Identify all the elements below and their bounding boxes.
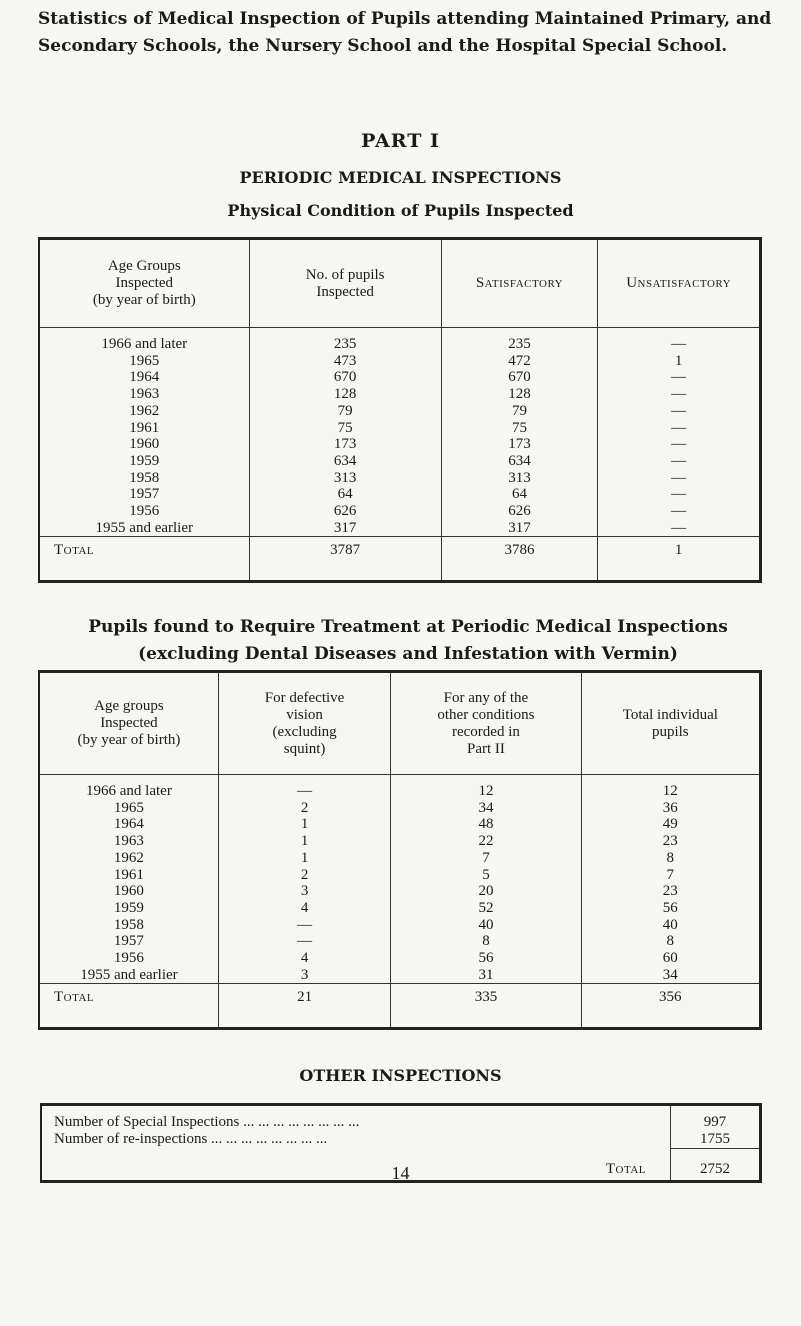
- table-cell: 1965: [113, 799, 144, 816]
- table-cell: 1962: [129, 402, 160, 419]
- table-row: [39, 436, 761, 453]
- table-row: [39, 520, 761, 537]
- table-cell: 1965: [129, 352, 160, 369]
- table-cell: 670: [441, 369, 598, 386]
- table-cell: —: [598, 328, 761, 353]
- page-number: 14: [391, 1163, 410, 1183]
- table-row: [39, 933, 761, 950]
- header-age-groups: Age Groups Inspected (by year of birth): [39, 239, 249, 328]
- table-cell: 317: [441, 520, 598, 537]
- table-row: [39, 470, 761, 487]
- table-cell: 1961: [113, 866, 144, 883]
- table-cell: 317: [249, 520, 441, 537]
- other-total-value: 2752: [671, 1149, 761, 1182]
- table-row: [39, 800, 761, 817]
- table-row: [41, 1131, 761, 1149]
- re-inspections-value: 1755: [671, 1131, 761, 1149]
- table-cell: 1963: [113, 833, 144, 850]
- table-cell: 1959: [129, 452, 160, 469]
- table-row: [39, 900, 761, 917]
- table-cell: —: [598, 403, 761, 420]
- subsection-heading: Physical Condition of Pupils Inspected: [227, 201, 574, 220]
- table-cell: 8: [581, 933, 760, 950]
- part-heading: PART I: [361, 130, 440, 152]
- table-row: [39, 816, 761, 833]
- table-cell: 7: [581, 867, 760, 884]
- table-row: [39, 453, 761, 470]
- table-cell: 472: [441, 353, 598, 370]
- table-cell: 36: [581, 800, 760, 817]
- table-cell: 12: [581, 775, 760, 800]
- table-cell: 31: [391, 967, 581, 984]
- table-cell: 1955 and earlier: [80, 966, 178, 983]
- table-cell: 1960: [129, 436, 160, 453]
- header-other-conditions: For any of the other conditions recorded in Part II: [391, 672, 581, 775]
- table-row: [39, 386, 761, 403]
- document-title: Statistics of Medical Inspection of Pupils attending Maintained Primary, and Secondary Schools, the Nursery School and the Hospital Special School.: [38, 9, 772, 56]
- table-cell: 1966 and later: [101, 336, 188, 352]
- table-row: [41, 1105, 761, 1132]
- table-cell: 1956: [113, 950, 144, 967]
- header-satisfactory: Satisfactory: [441, 239, 598, 328]
- table-cell: 1966 and later: [86, 783, 172, 799]
- total-cell: 3786: [441, 537, 598, 582]
- total-row: [39, 537, 761, 582]
- table-row: [39, 420, 761, 437]
- header-unsatisfactory: Unsatisfactory: [598, 239, 761, 328]
- table-cell: 1956: [129, 503, 160, 520]
- table-cell: 1: [218, 833, 390, 850]
- table-cell: 1: [218, 816, 390, 833]
- total-cell: 3787: [249, 537, 441, 582]
- table-cell: 75: [249, 420, 441, 437]
- table-cell: 1: [598, 353, 761, 370]
- total-cell: 356: [581, 984, 760, 1029]
- table-cell: 1961: [129, 419, 160, 436]
- table-cell: 3: [218, 967, 390, 984]
- table-cell: —: [598, 520, 761, 537]
- table-cell: —: [598, 503, 761, 520]
- treatment-table: [38, 670, 762, 1030]
- table-cell: 235: [441, 328, 598, 353]
- table-cell: 7: [391, 850, 581, 867]
- table-row: [39, 503, 761, 520]
- special-inspections-value: 997: [671, 1105, 761, 1132]
- table-row: [39, 775, 761, 800]
- table-row: [39, 967, 761, 984]
- total-cell: 335: [391, 984, 581, 1029]
- table-cell: —: [218, 775, 390, 800]
- re-inspections-label: Number of re-inspections ... ... ... ... ... ... ... ...: [54, 1131, 328, 1148]
- table-cell: —: [598, 369, 761, 386]
- table-cell: 1964: [113, 816, 144, 833]
- total-row: [39, 984, 761, 1029]
- table-cell: —: [598, 386, 761, 403]
- table-cell: 1959: [113, 899, 144, 916]
- table-cell: 22: [391, 833, 581, 850]
- table-cell: 2: [218, 867, 390, 884]
- other-total-label: Total: [605, 1160, 646, 1177]
- table-cell: 235: [249, 328, 441, 353]
- table-cell: 23: [581, 883, 760, 900]
- table-cell: 40: [581, 917, 760, 934]
- table-cell: 8: [391, 933, 581, 950]
- table-cell: 1955 and earlier: [95, 519, 193, 536]
- table-cell: —: [598, 453, 761, 470]
- table-cell: 12: [391, 775, 581, 800]
- table-cell: 313: [441, 470, 598, 487]
- table-cell: 1962: [113, 849, 144, 866]
- total-label: Total: [39, 984, 218, 1029]
- table-row: [39, 353, 761, 370]
- table-row: [39, 867, 761, 884]
- header-age-groups: Age groups Inspected (by year of birth): [39, 672, 218, 775]
- table-cell: —: [598, 436, 761, 453]
- table-cell: 56: [581, 900, 760, 917]
- table-cell: 634: [441, 453, 598, 470]
- table-cell: —: [598, 420, 761, 437]
- table-cell: 670: [249, 369, 441, 386]
- table-cell: —: [598, 470, 761, 487]
- table-cell: —: [218, 917, 390, 934]
- table-cell: 2: [218, 800, 390, 817]
- table-row: [39, 328, 761, 353]
- table-row: [39, 850, 761, 867]
- table-cell: 64: [441, 486, 598, 503]
- table-row: [39, 883, 761, 900]
- table-cell: 4: [218, 950, 390, 967]
- table-row: [39, 917, 761, 934]
- table-cell: 173: [441, 436, 598, 453]
- header-defective-vision: For defective vision (excluding squint): [218, 672, 390, 775]
- table-cell: 40: [391, 917, 581, 934]
- table-cell: 1957: [113, 933, 144, 950]
- table-cell: 23: [581, 833, 760, 850]
- special-inspections-label: Number of Special Inspections ... ... ... ... ... ... ... ...: [54, 1114, 360, 1130]
- total-cell: 1: [598, 537, 761, 582]
- table-cell: 626: [249, 503, 441, 520]
- table-row: [39, 486, 761, 503]
- table-cell: 313: [249, 470, 441, 487]
- table-cell: 473: [249, 353, 441, 370]
- table-cell: 634: [249, 453, 441, 470]
- table-row: [39, 369, 761, 386]
- table-cell: 1960: [113, 883, 144, 900]
- table-cell: —: [598, 486, 761, 503]
- table-row: [39, 950, 761, 967]
- table-cell: 1958: [113, 916, 144, 933]
- table-cell: 128: [249, 386, 441, 403]
- section-heading: PERIODIC MEDICAL INSPECTIONS: [239, 168, 562, 187]
- table-cell: 49: [581, 816, 760, 833]
- table-cell: 48: [391, 816, 581, 833]
- table-row: [39, 403, 761, 420]
- table-cell: 1964: [129, 369, 160, 386]
- total-cell: 21: [218, 984, 390, 1029]
- table-cell: 64: [249, 486, 441, 503]
- table-cell: 5: [391, 867, 581, 884]
- table-cell: 56: [391, 950, 581, 967]
- treatment-section-title: Pupils found to Require Treatment at Periodic Medical Inspections (excluding Dental Diseases and Infestation with Vermin): [88, 617, 728, 664]
- table-cell: 79: [441, 403, 598, 420]
- table-cell: 3: [218, 883, 390, 900]
- table-cell: —: [218, 933, 390, 950]
- table-cell: 8: [581, 850, 760, 867]
- physical-condition-table: [38, 237, 762, 583]
- table-cell: 60: [581, 950, 760, 967]
- table-cell: 79: [249, 403, 441, 420]
- table-cell: 34: [391, 800, 581, 817]
- table-cell: 173: [249, 436, 441, 453]
- table-cell: 1963: [129, 386, 160, 403]
- table-cell: 626: [441, 503, 598, 520]
- table-cell: 52: [391, 900, 581, 917]
- table-cell: 34: [581, 967, 760, 984]
- table-cell: 1: [218, 850, 390, 867]
- table-row: [39, 833, 761, 850]
- total-label: Total: [39, 537, 249, 582]
- table-cell: 1957: [129, 486, 160, 503]
- other-inspections-title: OTHER INSPECTIONS: [299, 1066, 502, 1085]
- table-cell: 4: [218, 900, 390, 917]
- table-cell: 20: [391, 883, 581, 900]
- table-cell: 128: [441, 386, 598, 403]
- header-pupils-inspected: No. of pupils Inspected: [249, 239, 441, 328]
- table-cell: 75: [441, 420, 598, 437]
- table-cell: 1958: [129, 469, 160, 486]
- header-total-pupils: Total individual pupils: [581, 672, 760, 775]
